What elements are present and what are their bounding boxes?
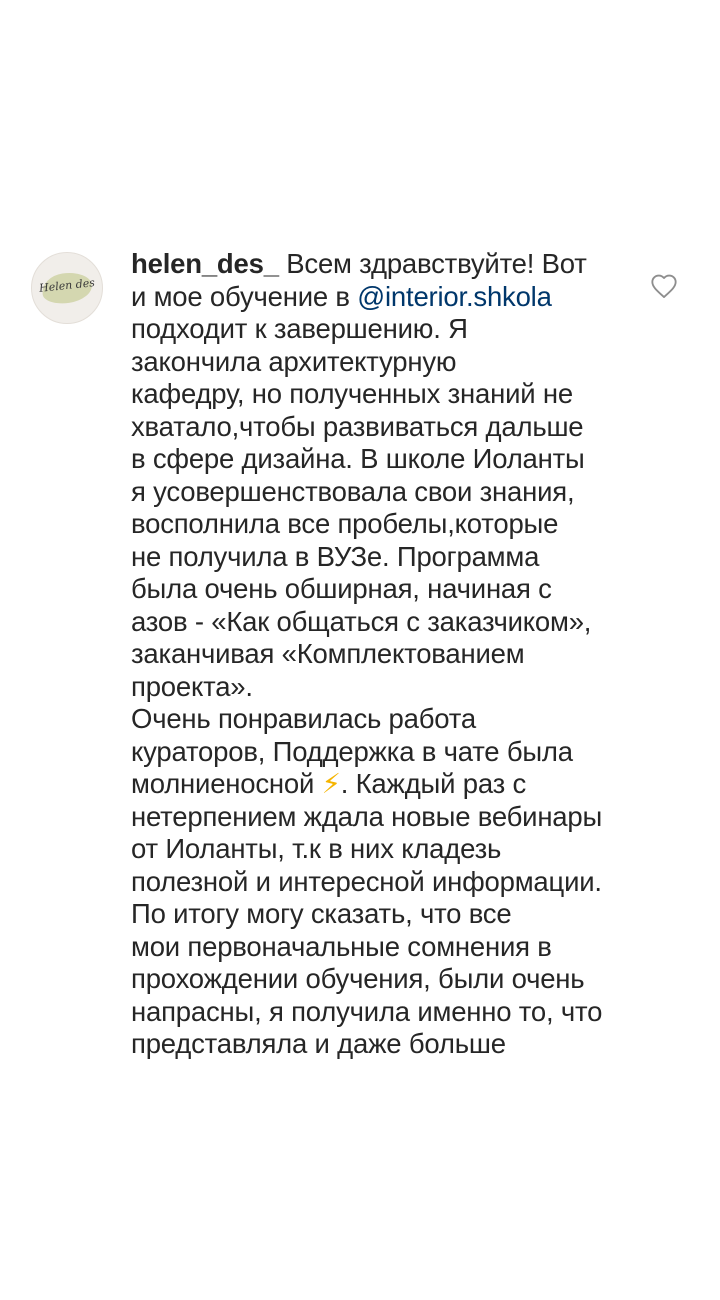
comment-line: полезной и интересной информации. xyxy=(131,865,602,897)
comment-line: напрасны, я получила именно то, что xyxy=(131,995,603,1027)
comment-line: была очень обширная, начиная с xyxy=(131,573,552,604)
mention-link[interactable]: @interior.shkola xyxy=(357,280,552,312)
comment-line: представляла и даже больше xyxy=(131,1028,506,1059)
comment-text-segment: молниеносной xyxy=(131,768,322,799)
comment-line: я усовершенствовала свои знания, xyxy=(131,475,575,507)
comment-line xyxy=(131,281,651,314)
comment-line: кафедру, но полученных знаний не xyxy=(131,378,573,409)
comment-username[interactable]: helen_des_ xyxy=(131,248,279,279)
comment-line xyxy=(131,248,651,281)
comment-line: в сфере дизайна. В школе Иоланты xyxy=(131,443,585,474)
lightning-emoji-icon: ⚡ xyxy=(321,768,341,799)
comment-line: хватало,чтобы развиваться дальше xyxy=(131,410,584,442)
comment-line: от Иоланты, т.к в них кладезь xyxy=(131,833,502,864)
comment-text-segment: Всем здравствуйте! Вот xyxy=(278,248,587,279)
comment-line: нетерпением ждала новые вебинары xyxy=(131,800,603,832)
heart-outline-icon[interactable] xyxy=(650,273,678,299)
comment-line xyxy=(131,768,651,801)
comment-line: подходит к завершению. Я xyxy=(131,313,468,344)
heart-outline-icon-svg xyxy=(650,273,678,299)
comment-text-segment: и мое обучение в xyxy=(131,280,358,312)
comment-line: мои первоначальные сомнения в xyxy=(131,930,552,962)
comment-line: восполнила все пробелы,которые xyxy=(131,508,559,539)
comment-line: Очень понравилась работа xyxy=(131,703,476,734)
comment-line: кураторов, Поддержка в чате была xyxy=(131,735,573,767)
comment-line: закончила архитектурную xyxy=(131,345,457,377)
avatar-logo-text: Helen des xyxy=(38,276,96,295)
comment-line: проекта». xyxy=(131,670,253,702)
comment-text-segment: . Каждый раз с xyxy=(340,768,527,799)
comment-text xyxy=(131,248,651,1061)
avatar[interactable] xyxy=(31,252,103,324)
comment-line: не получила в ВУЗе. Программа xyxy=(131,540,540,572)
comment-line: По итогу могу сказать, что все xyxy=(131,898,512,929)
comment-line: заканчивая «Комплектованием xyxy=(131,638,525,669)
comment-line: азов - «Как общаться с заказчиком», xyxy=(131,605,592,637)
comment-line: прохождении обучения, были очень xyxy=(131,963,585,994)
